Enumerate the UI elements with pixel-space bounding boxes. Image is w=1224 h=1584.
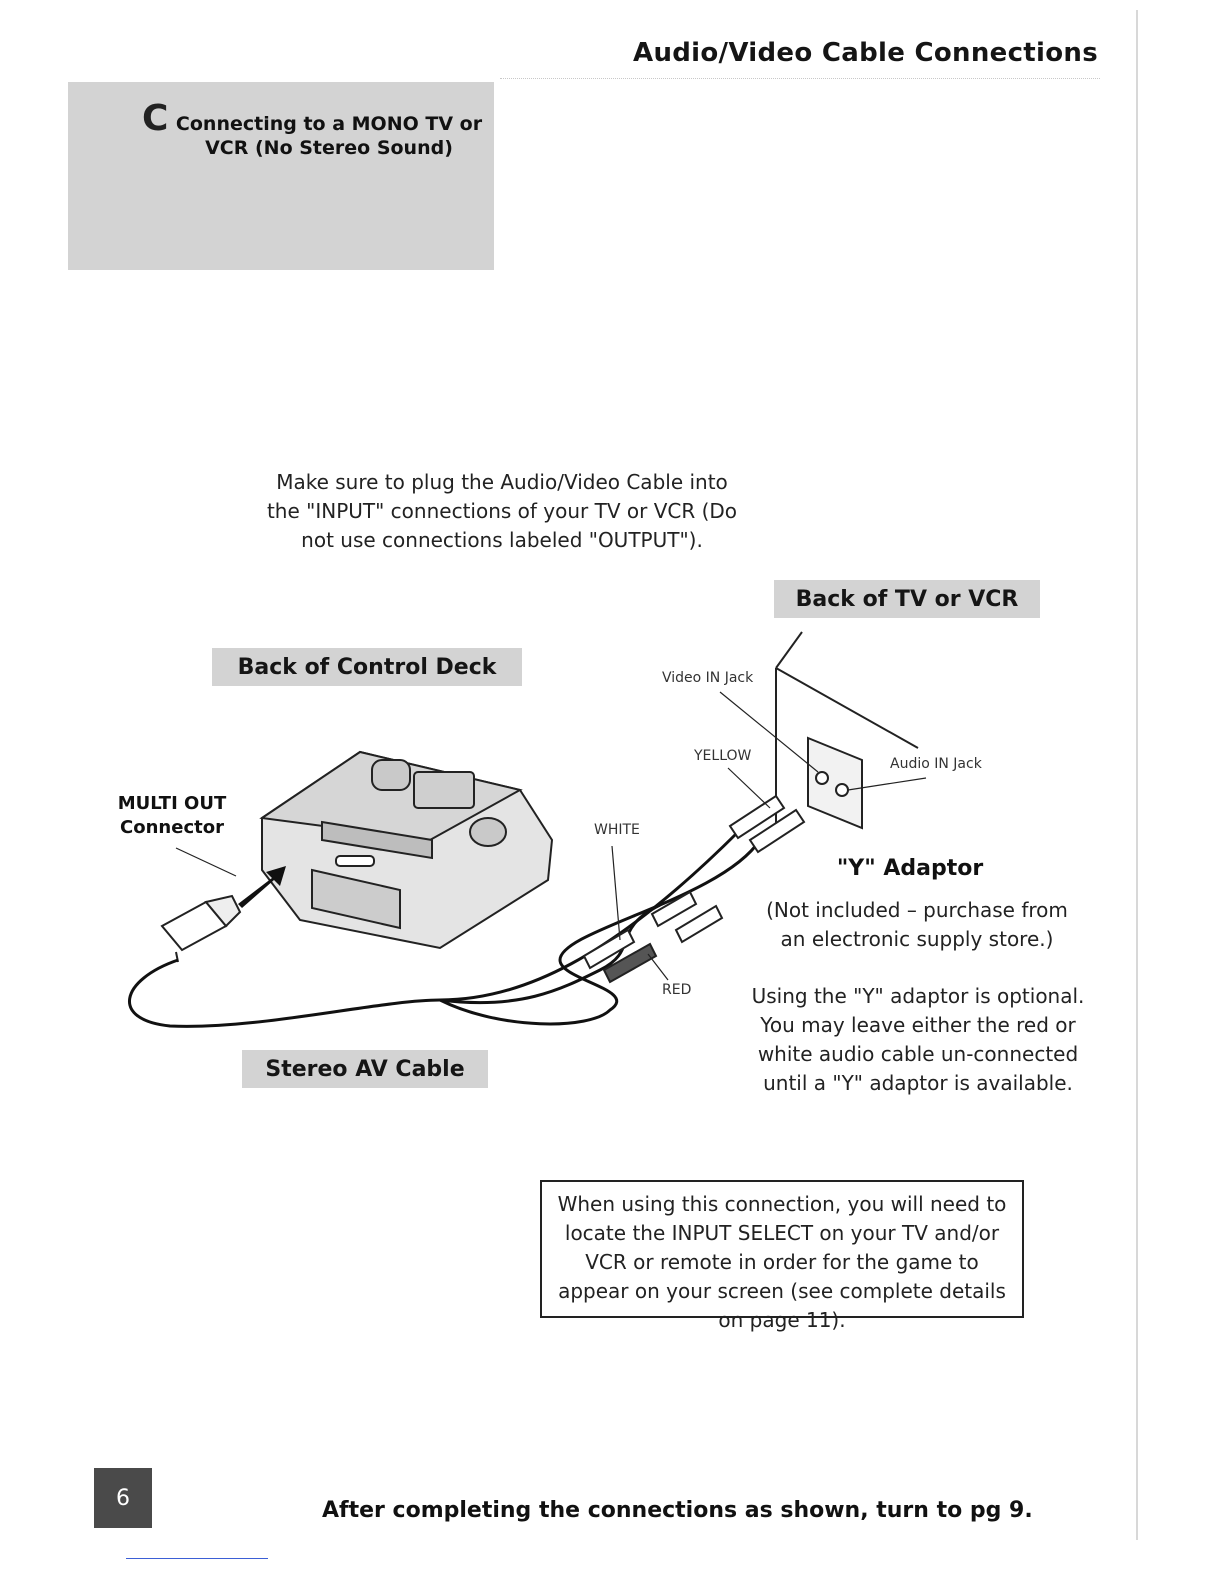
audio-in-label: Audio IN Jack: [890, 756, 982, 772]
footer-rule: [126, 1558, 268, 1559]
red-label: RED: [662, 982, 692, 998]
y-adaptor-optional-text: Using the "Y" adaptor is optional. You may leave either the red or white audio cable un-connected until a "Y" adaptor is available.: [751, 984, 1085, 1095]
page-number: 6: [94, 1468, 152, 1528]
control-deck-illustration: [262, 752, 552, 948]
page-title: Audio/Video Cable Connections: [633, 38, 1098, 68]
multi-out-label: MULTI OUT Connector: [117, 793, 227, 838]
input-select-notice: When using this connection, you will need to locate the INPUT SELECT on your TV and/or VCR or remote in order for the game to appear on your screen (see complete details on page 11).: [540, 1180, 1024, 1318]
yellow-label: YELLOW: [694, 748, 752, 764]
footer-instruction: After completing the connections as shown, turn to pg 9.: [322, 1498, 1033, 1523]
stereo-av-cable-label: Stereo AV Cable: [242, 1050, 488, 1088]
video-in-label: Video IN Jack: [662, 670, 754, 686]
back-of-tv-label: Back of TV or VCR: [774, 580, 1040, 618]
instruction-text: Make sure to plug the Audio/Video Cable into the "INPUT" connections of your TV or VCR (Do not use connections labeled "OUTPUT").: [266, 470, 738, 552]
back-of-deck-label: Back of Control Deck: [212, 648, 522, 686]
tv-back-panel: [720, 632, 926, 830]
section-title: Connecting to a MONO TV or VCR (No Stereo Sound): [175, 113, 483, 159]
y-adaptor-title: "Y" Adaptor: [836, 856, 984, 881]
white-label: WHITE: [594, 822, 640, 838]
section-letter: C: [142, 98, 169, 139]
multi-out-plug: [162, 896, 240, 962]
y-adaptor-note: (Not included – purchase from an electronic supply store.): [766, 898, 1068, 951]
